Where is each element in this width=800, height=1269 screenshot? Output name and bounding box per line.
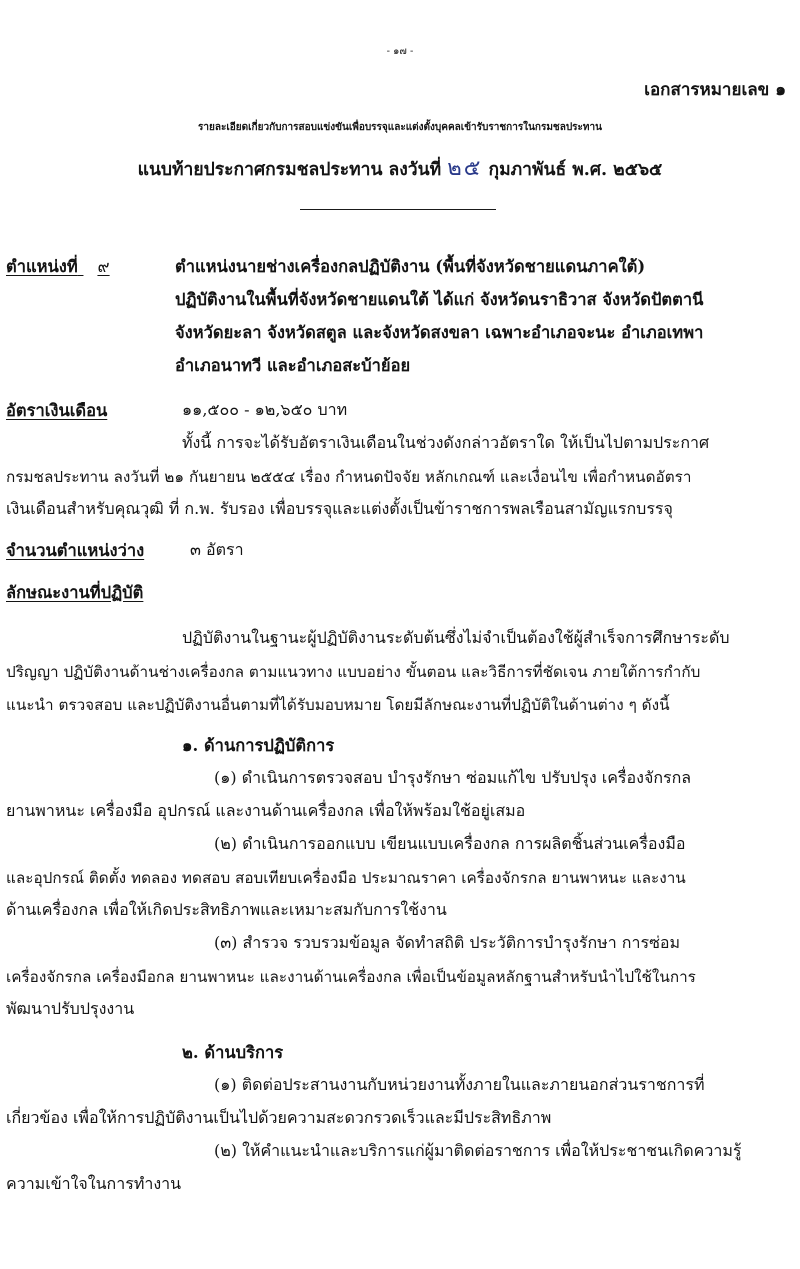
position-line-2: ปฏิบัติงานในพื้นที่จังหวัดชายแดนใต้ ได้แก่ จังหวัดนราธิวาส จังหวัดปัตตานี <box>175 290 704 309</box>
position-label <box>6 254 110 280</box>
salary-note-line-2: กรมชลประทาน ลงวันที่ ๒๑ กันยายน ๒๕๕๔ เรื่อง กำหนดปัจจัย หลักเกณฑ์ และเงื่อนไข เพื่อกำหนดอัตรา <box>6 468 692 486</box>
position-line-1: ตำแหน่งนายช่างเครื่องกลปฏิบัติงาน (พื้นที่จังหวัดชายแดนภาคใต้) <box>175 257 646 276</box>
section-1-item-1-line-1: (๑) ดำเนินการตรวจสอบ บำรุงรักษา ซ่อมแก้ไข ปรับปรุง เครื่องจักรกล <box>214 768 692 787</box>
salary-label: อัตราเงินเดือน <box>6 401 108 420</box>
vacancies-value: ๓ อัตรา <box>190 540 244 559</box>
section-1-item-2-line-2: และอุปกรณ์ ติดตั้ง ทดลอง ทดสอบ สอบเทียบเครื่องมือ ประมาณราคา เครื่องจักรกล ยานพาหนะ และงาน <box>6 869 686 887</box>
position-line-3: จังหวัดยะลา จังหวัดสตูล และจังหวัดสงขลา เฉพาะอำเภอจะนะ อำเภอเทพา <box>175 323 704 342</box>
job-intro-line-1: ปฏิบัติงานในฐานะผู้ปฏิบัติงานระดับต้นซึ่งไม่จำเป็นต้องใช้ผู้สำเร็จการศึกษาระดับ <box>182 628 730 647</box>
title-line-1: รายละเอียดเกี่ยวกับการสอบแข่งขันเพื่อบรรจุและแต่งตั้งบุคคลเข้ารับราชการในกรมชลประทาน <box>198 122 602 133</box>
section-1-item-3-line-3: พัฒนาปรับปรุงงาน <box>6 999 135 1018</box>
position-label-text: ตำแหน่งที่ <box>6 257 78 276</box>
document-number: เอกสารหมายเลข ๑ <box>644 80 786 100</box>
section-2-item-2-line-2: ความเข้าใจในการทำงาน <box>6 1174 182 1193</box>
section-1-heading: ๑. ด้านการปฏิบัติการ <box>182 736 335 755</box>
handwritten-day: ๒๕ <box>447 156 483 181</box>
salary-note-line-3: เงินเดือนสำหรับคุณวุฒิ ที่ ก.พ. รับรอง เพื่อบรรจุและแต่งตั้งเป็นข้าราชการพลเรือนสามัญแรกบรรจุ <box>6 499 673 518</box>
page-number: - ๑๗ - <box>386 46 414 57</box>
section-2-heading: ๒. ด้านบริการ <box>182 1043 284 1062</box>
title-line-2 <box>0 150 800 185</box>
position-line-4: อำเภอนาทวี และอำเภอสะบ้าย้อย <box>175 356 411 375</box>
salary-note-line-1: ทั้งนี้ การจะได้รับอัตราเงินเดือนในช่วงดังกล่าวอัตราใด ให้เป็นไปตามประกาศ <box>182 433 710 452</box>
section-2-item-2-line-1: (๒) ให้คำแนะนำและบริการแก่ผู้มาติดต่อราชการ เพื่อให้ประชาชนเกิดความรู้ <box>214 1141 742 1160</box>
vacancies-label: จำนวนตำแหน่งว่าง <box>6 541 145 560</box>
job-label: ลักษณะงานที่ปฏิบัติ <box>6 583 144 602</box>
job-intro-line-2: ปริญญา ปฏิบัติงานด้านช่างเครื่องกล ตามแนวทาง แบบอย่าง ขั้นตอน และวิธีการที่ชัดเจน ภายใต้การกำกับ <box>6 663 701 681</box>
section-1-item-2-line-3: ด้านเครื่องกล เพื่อให้เกิดประสิทธิภาพและเหมาะสมกับการใช้งาน <box>6 900 447 919</box>
job-intro-line-3: แนะนำ ตรวจสอบ และปฏิบัติงานอื่นตามที่ได้รับมอบหมาย โดยมีลักษณะงานที่ปฏิบัติในด้านต่าง ๆ ดังนี้ <box>6 696 670 714</box>
section-1-item-3-line-2: เครื่องจักรกล เครื่องมือกล ยานพาหนะ และงานด้านเครื่องกล เพื่อเป็นข้อมูลหลักฐานสำหรับนำไปใช้ในการ <box>6 968 696 986</box>
title-divider <box>300 209 496 210</box>
section-1-item-2-line-1: (๒) ดำเนินการออกแบบ เขียนแบบเครื่องกล การผลิตชิ้นส่วนเครื่องมือ <box>214 834 686 853</box>
position-number: ๙ <box>97 257 110 276</box>
section-1-item-1-line-2: ยานพาหนะ เครื่องมือ อุปกรณ์ และงานด้านเครื่องกล เพื่อให้พร้อมใช้อยู่เสมอ <box>6 801 526 820</box>
section-1-item-3-line-1: (๓) สำรวจ รวบรวมข้อมูล จัดทำสถิติ ประวัติการบำรุงรักษา การซ่อม <box>214 933 681 952</box>
title-date-prefix: แนบท้ายประกาศกรมชลประทาน ลงวันที่ <box>137 160 442 180</box>
section-2-item-1-line-2: เกี่ยวข้อง เพื่อให้การปฏิบัติงานเป็นไปด้วยความสะดวกรวดเร็วและมีประสิทธิภาพ <box>6 1108 552 1127</box>
title-date-suffix: กุมภาพันธ์ พ.ศ. ๒๕๖๕ <box>488 160 663 180</box>
section-2-item-1-line-1: (๑) ติดต่อประสานงานกับหน่วยงานทั้งภายในและภายนอกส่วนราชการที่ <box>214 1075 705 1094</box>
salary-value: ๑๑,๕๐๐ - ๑๒,๖๕๐ บาท <box>182 400 348 419</box>
